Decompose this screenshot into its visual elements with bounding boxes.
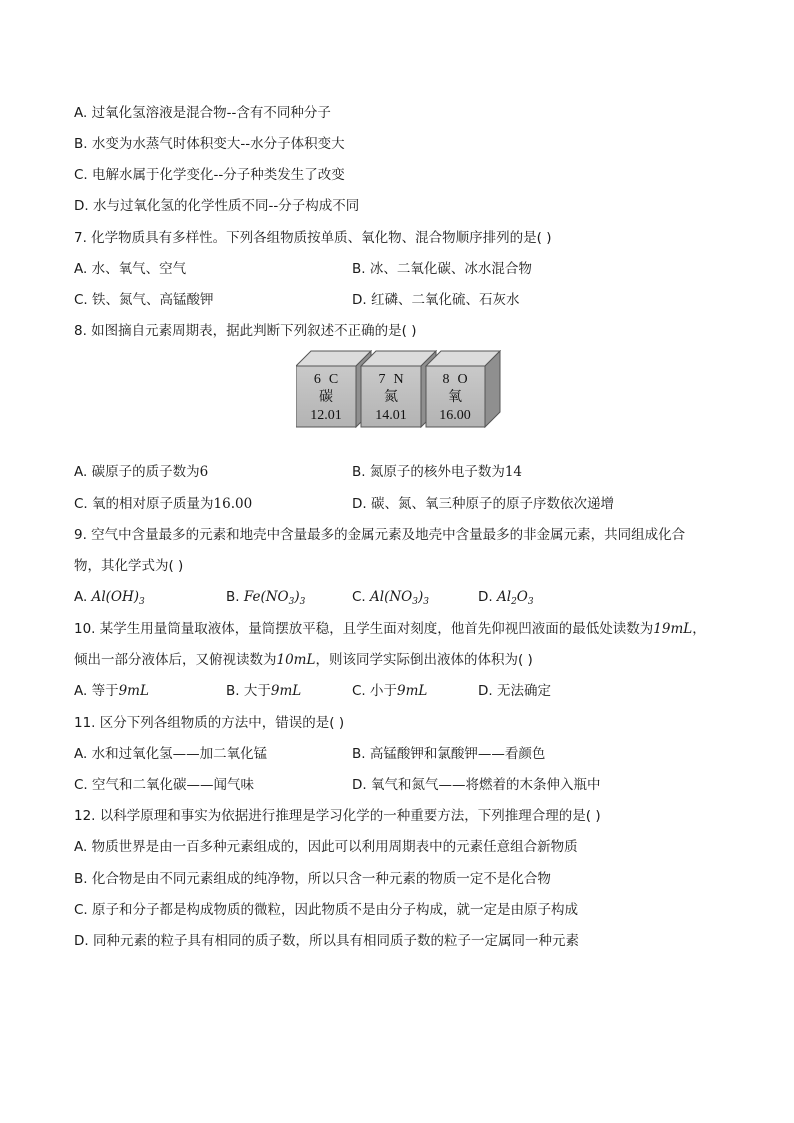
q7-row-2 <box>74 291 520 309</box>
q8-option-c: C. 氧的相对原子质量为16.00 <box>74 496 253 512</box>
element-cell-nitrogen <box>361 351 436 427</box>
q7-option-c: C. 铁、氮气、高锰酸钾 <box>74 292 214 308</box>
q7-stem: 7. 化学物质具有多样性。下列各组物质按单质、氧化物、混合物顺序排列的是( ) <box>74 230 552 246</box>
q11-option-d: D. 氧气和氮气——将燃着的木条伸入瓶中 <box>352 777 601 793</box>
q11-row-2 <box>74 776 601 794</box>
periodic-table-figure <box>296 350 501 428</box>
q10-stem-line-1: 10. 某学生用量筒量取液体，量筒摆放平稳，且学生面对刻度，他首先仰视凹液面的最低处读数为19mL， <box>74 621 706 637</box>
q12-option-b: B. 化合物是由不同元素组成的纯净物，所以只含一种元素的物质一定不是化合物 <box>74 871 551 887</box>
oxygen-number-symbol: 8 O <box>442 372 468 387</box>
q7-row-1 <box>74 260 532 278</box>
q9-stem-line-2: 物，其化学式为( ) <box>74 558 184 574</box>
oxygen-name: 氧 <box>448 389 462 405</box>
q9-option-b: B. $Fe(NO_3)_3$ <box>226 589 306 607</box>
q9-options <box>74 588 534 611</box>
q10-option-b: B. 大于9mL <box>226 683 302 699</box>
q8-option-b: B. 氮原子的核外电子数为14 <box>352 464 523 480</box>
q12-option-d: D. 同种元素的粒子具有相同的质子数，所以具有相同质子数的粒子一定属同一种元素 <box>74 933 579 949</box>
carbon-mass: 12.01 <box>310 408 342 423</box>
q12-option-a: A. 物质世界是由一百多种元素组成的，因此可以利用周期表中的元素任意组合新物质 <box>74 839 578 855</box>
q10-option-a: A. 等于9mL <box>74 683 149 699</box>
q10-options <box>74 682 551 700</box>
q6-option-b: B. 水变为水蒸气时体积变大--水分子体积变大 <box>74 136 345 152</box>
q10-option-c: C. 小于9mL <box>352 683 428 699</box>
element-cell-carbon <box>296 351 371 427</box>
q11-option-b: B. 高锰酸钾和氯酸钾——看颜色 <box>352 746 546 762</box>
q10-option-d: D. 无法确定 <box>478 683 551 699</box>
q8-row-2 <box>74 495 614 513</box>
q8-row-1 <box>74 463 523 481</box>
q11-option-c: C. 空气和二氧化碳——闻气味 <box>74 777 255 793</box>
q6-option-a: A. 过氧化氢溶液是混合物--含有不同种分子 <box>74 105 331 121</box>
q11-option-a: A. 水和过氧化氢——加二氧化锰 <box>74 746 268 762</box>
q12-option-c: C. 原子和分子都是构成物质的微粒，因此物质不是由分子构成，就一定是由原子构成 <box>74 902 579 918</box>
q9-option-c: C. $Al(NO_3)_3$ <box>352 589 429 607</box>
q7-option-a: A. 水、氧气、空气 <box>74 261 187 277</box>
q11-row-1 <box>74 745 546 763</box>
carbon-number-symbol: 6 C <box>313 372 339 387</box>
nitrogen-number-symbol: 7 N <box>378 372 404 387</box>
q10-stem-line-2: 倾出一部分液体后，又俯视读数为10mL，则该同学实际倒出液体的体积为( ) <box>74 652 533 668</box>
q8-option-a: A. 碳原子的质子数为6 <box>74 464 209 480</box>
q9-stem-line-1: 9. 空气中含量最多的元素和地壳中含量最多的金属元素及地壳中含量最多的非金属元素，共同组成化合 <box>74 527 686 543</box>
q9-option-d: D. $Al_2O_3$ <box>478 589 534 607</box>
q7-option-d: D. 红磷、二氧化硫、石灰水 <box>352 292 520 308</box>
element-cell-oxygen <box>426 351 500 427</box>
q8-option-d: D. 碳、氮、氧三种原子的原子序数依次递增 <box>352 496 614 512</box>
q8-stem: 8. 如图摘自元素周期表，据此判断下列叙述不正确的是( ) <box>74 323 417 339</box>
oxygen-mass: 16.00 <box>439 408 471 423</box>
q11-stem: 11. 区分下列各组物质的方法中，错误的是( ) <box>74 715 345 731</box>
q12-stem: 12. 以科学原理和事实为依据进行推理是学习化学的一种重要方法，下列推理合理的是( ) <box>74 808 601 824</box>
nitrogen-mass: 14.01 <box>375 408 407 423</box>
carbon-name: 碳 <box>319 389 333 405</box>
q7-option-b: B. 冰、二氧化碳、冰水混合物 <box>352 261 532 277</box>
q6-option-c: C. 电解水属于化学变化--分子种类发生了改变 <box>74 167 345 183</box>
q6-option-d: D. 水与过氧化氢的化学性质不同--分子构成不同 <box>74 198 360 214</box>
nitrogen-name: 氮 <box>384 389 398 405</box>
q9-option-a: A. $Al(OH)_3$ <box>74 589 145 607</box>
